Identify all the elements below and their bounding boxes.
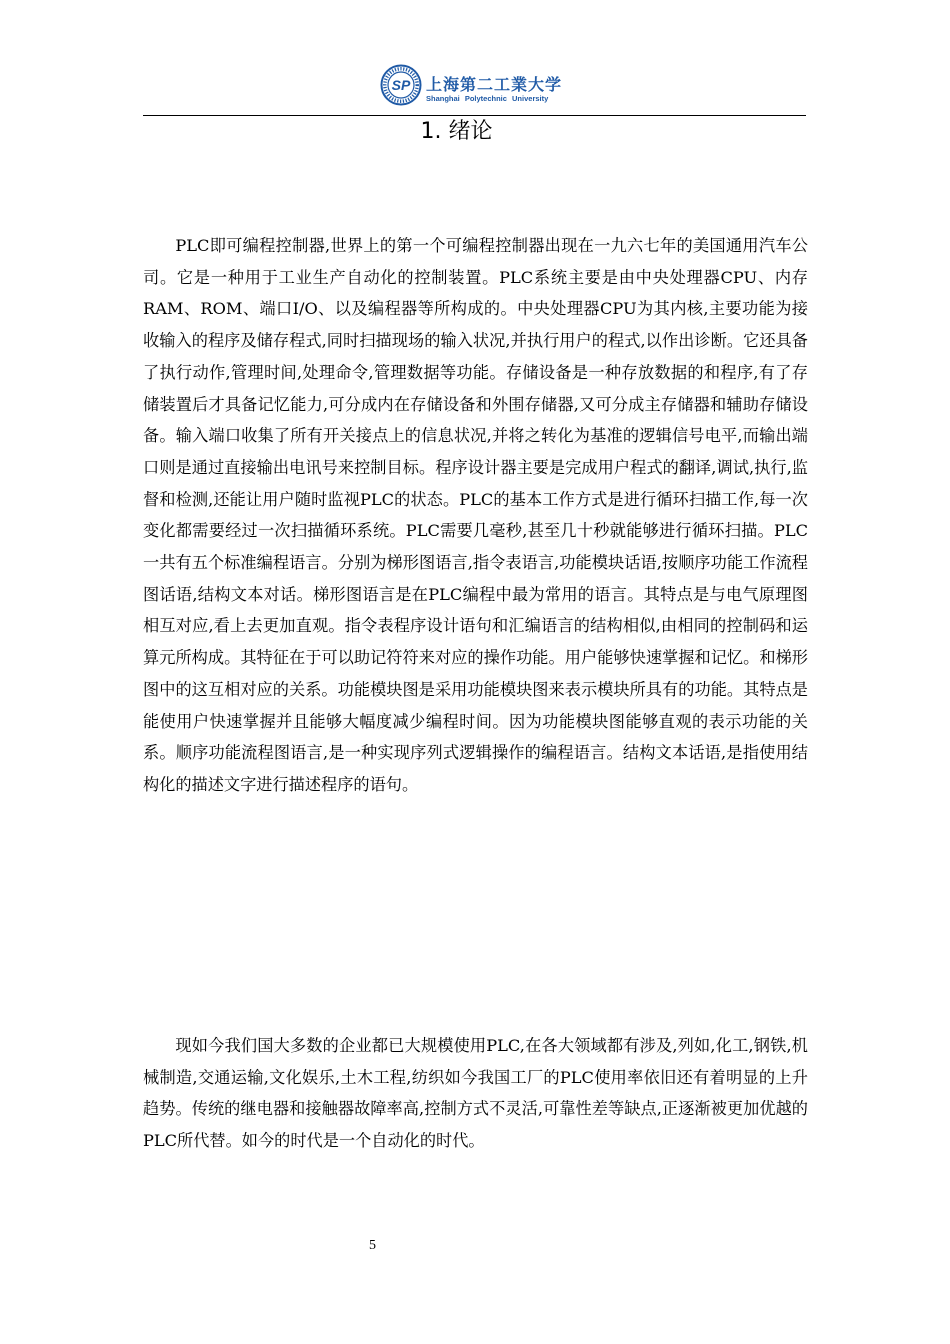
- page-header: [380, 64, 580, 112]
- university-logo-icon: [380, 64, 422, 106]
- body-paragraph-2: 现如今我们国大多数的企业都已大规模使用PLC,在各大领域都有涉及,列如,化工,钢铁,机械制造,交通运输,文化娱乐,土木工程,纺织如今我国工厂的PLC使用率依旧还有着明显的上升趋势。传统的继电器和接触器故障率高,控制方式不灵活,可靠性差等缺点,正逐渐被更加优越的PLC所代替。如今的时代是一个自动化的时代。: [143, 1036, 808, 1151]
- body-paragraph-1: PLC即可编程控制器,世界上的第一个可编程控制器出现在一九六七年的美国通用汽车公司。它是一种用于工业生产自动化的控制装置。PLC系统主要是由中央处理器CPU、内存RAM、ROM、端口I/O、以及编程器等所构成的。中央处理器CPU为其内核,主要功能为接收输入的程序及储存程式,同时扫描现场的输入状况,并执行用户的程式,以作出诊断。它还具备了执行动作,管理时间,处理命令,管理数据等功能。存储设备是一种存放数据的和程序,有了存储装置后才具备记忆能力,可分成内在存储设备和外围存储器,又可分成主存储器和辅助存储设备。输入端口收集了所有开关接点上的信息状况,并将之转化为基准的逻辑信号电平,而输出端口则是通过直接输出电讯号来控制目标。程序设计器主要是完成用户程式的翻译,调试,执行,监督和检测,还能让用户随时监视PLC的状态。PLC的基本工作方式是进行循环扫描工作,每一次变化都需要经过一次扫描循环系统。PLC需要几毫秒,甚至几十秒就能够进行循环扫描。PLC一共有五个标准编程语言。分别为梯形图语言,指令表语言,功能模块话语,按顺序功能工作流程图话语,结构文本对话。梯形图语言是在PLC编程中最为常用的语言。其特点是与电气原理图相互对应,看上去更加直观。指令表程序设计语句和汇编语言的结构相似,由相同的控制码和运算元所构成。其特征在于可以助记符符来对应的操作功能。用户能够快速掌握和记忆。和梯形图中的这互相对应的关系。功能模块图是采用功能模块图来表示模块所具有的功能。其特点是能使用户快速掌握并且能够大幅度减少编程时间。因为功能模块图能够直观的表示功能的关系。顺序功能流程图语言,是一种实现序列式逻辑操作的编程语言。结构文本话语,是指使用结构化的描述文字进行描述程序的语句。: [143, 236, 808, 794]
- page-number: 5: [369, 1238, 376, 1253]
- svg-text:SP: SP: [391, 77, 411, 93]
- section-title: 1. 绪论: [420, 119, 493, 144]
- university-name-cn: 上海第二工業大学: [426, 75, 563, 94]
- university-name-en: Shanghai Polytechnic University: [426, 94, 549, 103]
